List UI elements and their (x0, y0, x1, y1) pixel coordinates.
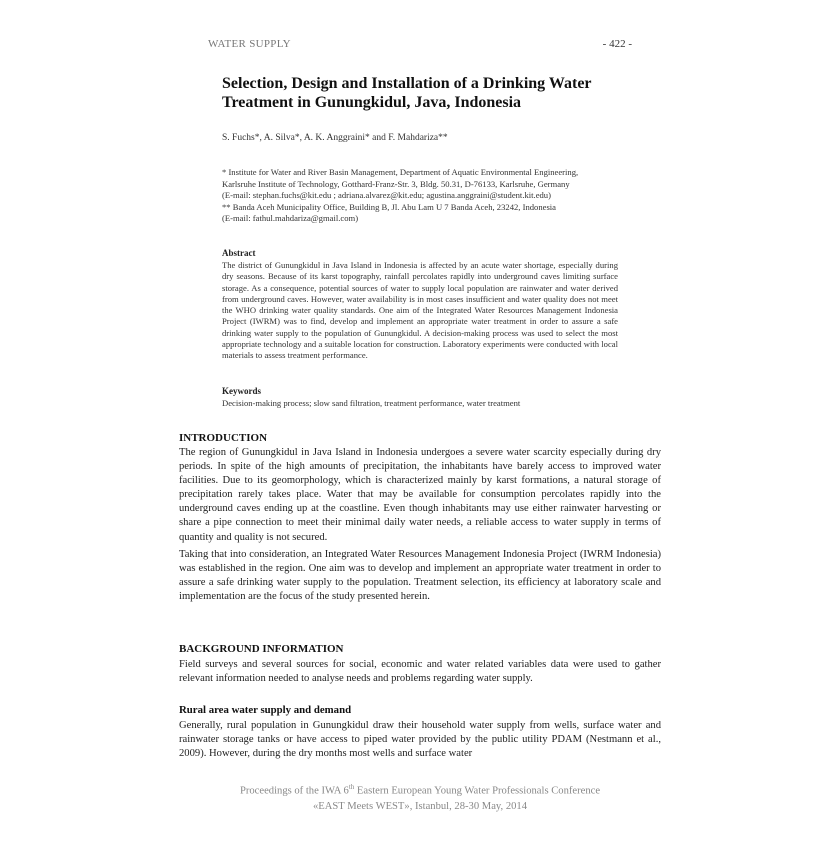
introduction-paragraph-1: The region of Gunungkidul in Java Island in Indonesia undergoes a severe water scarcity especially during dry periods. In spite of the high amounts of precipitation, the inhabitants have barely access to improved water facilities. Due to its geomorphology, which is characterized mainly by karst formations, a natural storage of precipitation rarely takes place. Water that may be available for consumption percolates rapidly into the underground caves ending up at the coastline. Even though inhabitants may use either rainwater harvesting or share a pipe connection to meet their minimal daily water needs, a reliable access to water supply in terms of quantity and quality is not secured. (179, 447, 661, 543)
footer-line-2: «EAST Meets WEST», Istanbul, 28-30 May, 2014 (312, 800, 528, 812)
keywords-heading: Keywords (222, 386, 261, 396)
author-list: S. Fuchs*, A. Silva*, A. K. Anggraini* and F. Mahdariza** (222, 133, 448, 143)
affiliation-line: * Institute for Water and River Basin Management, Department of Aquatic Environmental Engineering, (222, 167, 579, 177)
conference-footer (170, 780, 670, 814)
paper-page (170, 28, 670, 843)
footer-line-1: Proceedings of the IWA 6th Eastern European Young Water Professionals Conference (239, 783, 601, 797)
page-number: - 422 - (602, 38, 632, 50)
introduction-paragraph-2: Taking that into consideration, an Integrated Water Resources Management Indonesia Project (IWRM Indonesia) was established in the region. One aim was to develop and implement an appropriate water treatment in order to assure a safe drinking water supply to the population. Treatment selection, its efficiency at laboratory scale and implementation are the focus of the study presented herein. (179, 549, 661, 603)
journal-section-label: WATER SUPPLY (208, 38, 291, 50)
background-heading: BACKGROUND INFORMATION (179, 643, 344, 655)
background-paragraph-1: Field surveys and several sources for social, economic and water related variables data were used to gather relevant information needed to analyse needs and problems regarding water supply. (179, 659, 661, 685)
affiliation-line: Karlsruhe Institute of Technology, Gotthard-Franz-Str. 3, Bldg. 50.31, D-76133, Karlsruhe, Germany (222, 178, 570, 189)
title-line: Treatment in Gunungkidul, Java, Indonesia (222, 94, 522, 111)
keywords-text: Decision-making process; slow sand filtration, treatment performance, water treatment (222, 398, 521, 408)
introduction-heading: INTRODUCTION (179, 432, 268, 444)
title-line: Selection, Design and Installation of a Drinking Water (222, 75, 592, 92)
affiliation-line: (E-mail: stephan.fuchs@kit.edu ; adriana.alvarez@kit.edu; agustina.anggraini@student.kit.edu) (222, 190, 551, 201)
affiliation-line: ** Banda Aceh Municipality Office, Building B, Jl. Abu Lam U 7 Banda Aceh, 23242, Indonesia (222, 201, 556, 212)
affiliation-line: (E-mail: fathul.mahdariza@gmail.com) (222, 213, 359, 224)
affiliations (222, 167, 642, 225)
paper-title (222, 74, 642, 112)
abstract-text: The district of Gunungkidul in Java Island in Indonesia is affected by an acute water shortage, especially during dry seasons. Because of its karst topography, rainfall percolates rapidly into underground caves limiting surface storage. As a consequence, potential sources of water to supply local population are rainwater and water derived from underground caves. However, water availability is in most cases insufficient and water quality does not meet the WHO drinking water quality standards. One aim of the Integrated Water Resources Management Indonesia Project (IWRM) was to find, develop and implement an appropriate water treatment in order to assure a safe drinking water supply to the population of Gunungkidul. A decision-making process was used to select the most appropriate technology and a suitable location for construction. Laboratory experiments were conducted with local materials to assess treatment performance. (222, 260, 618, 361)
background-paragraph-2: Generally, rural population in Gunungkidul draw their household water supply from wells, surface water and rainwater storage tanks or have access to piped water provided by the public utility PDAM (Nestmann et al., 2009). However, during the dry months most wells and surface water (179, 720, 661, 760)
rural-water-subheading: Rural area water supply and demand (179, 704, 352, 716)
abstract-heading: Abstract (222, 248, 256, 258)
